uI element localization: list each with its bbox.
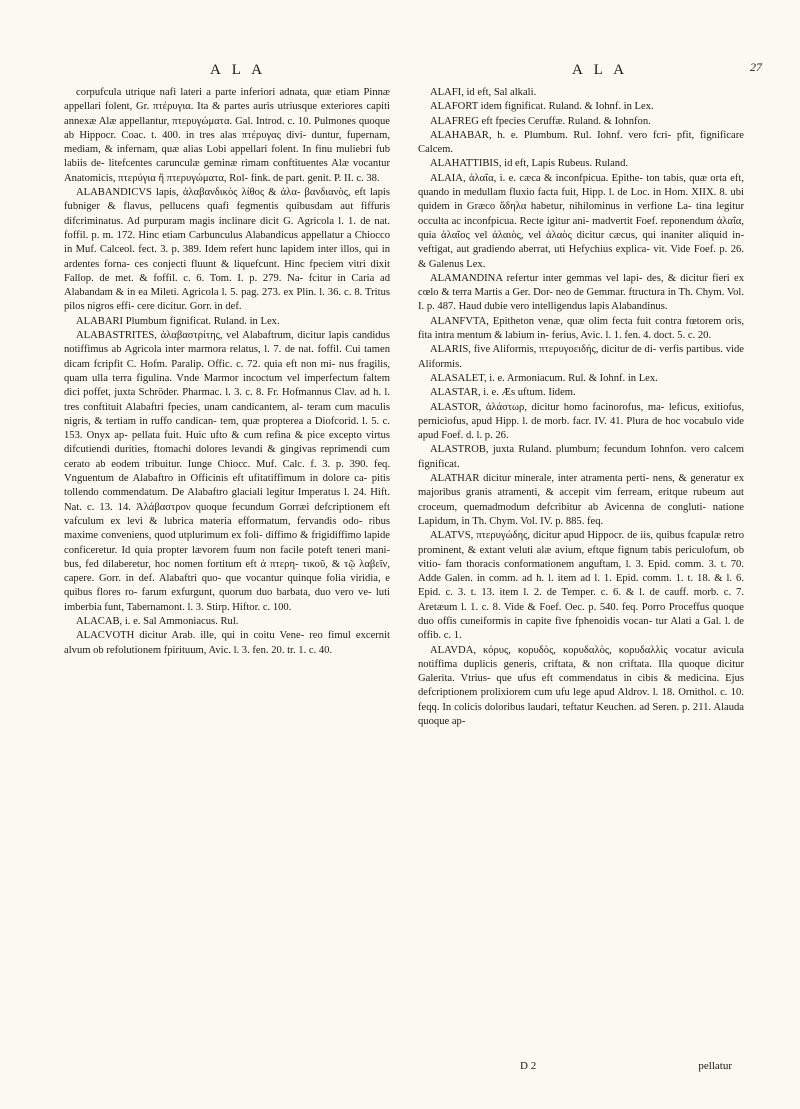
entry-paragraph: ALASTOR, ἀλάστωρ, dicitur homo facinorofus, ma- leficus, exitiofus, perniciofus, apud Hipp. l. de morb. facr. IV. 41. Plura de hoc vocabulo vide apud Foef. d. l. p. 26. <box>418 401 744 442</box>
entry-paragraph: ALAFREG eft fpecies Ceruffæ. Ruland. & Iohnfon. <box>430 115 651 127</box>
catchword: pellatur <box>698 1060 732 1072</box>
entry-paragraph: ALANFVTA, Epitheton venæ, quæ olim fecta fuit contra fœtorem oris, fita intra mentum & labium in- ferius, Avic. l. 1. fen. 4. doct. 5. c. 20. <box>418 315 744 342</box>
page-footer <box>520 1060 732 1072</box>
entry-paragraph: ALAFI, id eft, Sal alkali. <box>430 87 537 98</box>
entry-paragraph: ALASTAR, i. e. Æs uftum. Iidem. <box>430 387 576 399</box>
entry-paragraph: ALAHATTIBIS, id eft, Lapis Rubeus. Ruland. <box>430 158 629 170</box>
entry-paragraph: ALAMANDINA refertur inter gemmas vel lapi- des, & dicitur fieri ex cœlo & terra Martis a Ger. Dor- neo de Gemmar. ftructura in Th. Chym. Vol. I. p. 487. Haud dubie vero intelligendus lapis Alabandinus. <box>418 272 744 313</box>
entry-paragraph: ALABASTRITES, ἀλαβαστρίτης, vel Alabaftrum, dicitur lapis candidus notiffimus ab Agricola inter marmora relatus, l. 7. de nat. foffil. Cui tamen dicam fcripfit C. Hofm. Paralip. Offic. c. 72. quia eft non mi- nus fragilis, quam ulla terra figulina. Vnde Marmor incoctum vel imperfectum faltem dici poffet, juxta Schröder. Pharmac. l. 3. c. 8. Fr. Hofmannus Clav. ad h. l. tres conftituit Alabaftri fpecies, unam candicantem, al- teram cum maculis nigris, & tertiam in ruffo candican- tem, quæ propterea a Diofcorid. l. 5. c. 153. Onyx ap- pellata fuit. Huic ufto & cum refina & pice excepto virtus difcutiendi durities, ftomachi dolores levandi & gingivas reprimendi cum cerato ab eodem tribuitur. Iunge Chiocc. Muf. Calc. f. 3. p. 390. feq. Vnguentum de Alabaftro in Officinis eft ufitatiffimum in dolore ca- pitis tollendo commendatum. De Alabaftro glaciali legitur Imperatus l. 24. Hift. Nat. c. 13. 14. Ἀλάβαστρον quoque fecundum Gorræi defcriptionem eft vafculum ex levi & lubrica materia efformatum, fervandis odo- ribus maxime conveniens, quod utplurimum ex foli- diffimo & frigidiffimo lapide conficeretur. Id quia propter lævorem fuum non facile poteft teneri mani- bus, fed dilaberetur, hoc nomen fortitum eft ἀ πτερη- τικοῦ, & τῷ λαβεῖν, capere. Gorr. in def. Alabaftri quo- que vocantur quinque folia viridia, e quibus flores ro- farum exfurgunt, quorum duo barbata, duo vero ve- luti imberbia funt, Tabernamont. l. 3. Stirp. Hiftor. c. 100. <box>64 330 390 613</box>
entry-paragraph: ALAVDA, κόρυς, κορυδὸς, κορυδαλὸς, κορυδαλλὶς vocatur avicula notiffima duplicis generis, criftata, & non criftata. Illa quoque dicitur Galerita. Vtrius- que ufus eft commendatus in cibis & medicina. Ejus defcriptionem prolixiorem cum ufu lege apud Aldrov. l. 18. Ornithol. c. 10. feqq. In colicis doloribus laudari, teftatur Keuchen. ad Seren. p. 211. Alauda quoque ap- <box>418 644 744 728</box>
entry-paragraph: corpufcula utrique nafi lateri a parte inferiori adnata, quæ etiam Pinnæ appellari folent, Gr. πτέρυγια. Ita & partes auris utriusque exteriores capiti annexæ Alæ appellantur, πτερυγώματα. Gal. Introd. c. 10. Pulmones quoque ab Hippocr. Coac. t. 400. in tres alas πτέρυγας divi- duntur, fupernam, mediam, & infernam, quæ alias Lobi appellari folent. In finu muliebri fub labiis de- litefcentes carunculæ geminæ rimam conftituentes Alæ vocantur Anatomicis, πτερύγια ἢ πτερυγώματα, Rol- fink. de part. genit. P. II. c. 38. <box>64 87 390 184</box>
page-number: 27 <box>750 60 762 74</box>
entry-paragraph: ALABARI Plumbum fignificat. Ruland. in Lex. <box>76 315 280 327</box>
entry-paragraph: ALACVOTH dicitur Arab. ille, qui in coitu Vene- reo fimul excernit alvum ob refolutionem fpirituum, Avic. l. 3. fen. 20. tr. 1. c. 40. <box>64 630 390 656</box>
entry-paragraph: ALARIS, five Aliformis, πτερυγοειδής, dicitur de di- verfis partibus. vide Aliformis. <box>418 344 744 370</box>
running-head-left: A L A <box>210 62 267 78</box>
right-column <box>418 86 744 729</box>
left-column <box>64 86 390 658</box>
running-head-right: A L A <box>572 62 629 78</box>
entry-paragraph: ALAFORT idem fignificat. Ruland. & Iohnf. in Lex. <box>430 101 654 113</box>
entry-paragraph: ALABANDICVS lapis, ἀλαβανδικὸς λίθος & ἀλα- βανδιανὸς, eft lapis fubniger & flavus, pellucens quafi fegmentis quibusdam aut fiffuris difcriminatus. Ad purpuram magis inclinare dicit G. Agricola l. 1. de nat. foffil. p. m. 172. Hinc etiam Carbunculus Alabandicus appellatur a Chiocco in Muf. Calceol. fect. 3. p. 389. Idem refert hunc lapidem inter illos, qui in ardentes forna- ces conjecti fluunt & liquefcunt. Hinc fpeciem vitri dixit Fallop. de met. & foffil. c. 6. Tom. I. p. 279. Na- fcitur in Caria ad Alabandam & in ea Mileti. Agricola l. 5. pag. 273. ex Plin. l. 36. c. 8. Tritus pilos nigros effi- cere dicitur. Gorr. in def. <box>64 187 390 313</box>
entry-paragraph: ALATHAR dicitur minerale, inter atramenta perti- nens, & generatur ex majoribus granis atramenti, & accepit vim ferream, eritque rubeum aut croceum, quemadmodum defcribitur ab Avicenna de congluti- natione Lapidum, in Th. Chym. Vol. IV. p. 885. feq. <box>418 473 744 527</box>
entry-paragraph: ALAIA, ἀλαΐα, i. e. cæca & inconfpicua. Epithe- ton tabis, quæ orta eft, quando in medullam fluxio facta fuit, Hipp. l. de Loc. in Hom. XIIX. 8. ubi quidem in Græco ἄδηλα habetur, nihilominus in verfione La- tina legitur occulta ac inconfpicua. Recte igitur ani- madvertit Foef. reponendum ἀλαΐα, quia ἀλαΐος vel ἀλαιὸς, vel ἀλαὸς dicitur cæcus, qui inaniter aliquid in- veftigat, aut gradiendo aberrat, uti Hefychius explica- vit. Vide Foef. p. 26. & Galenus Lex. <box>418 172 744 270</box>
entry-paragraph: ALACAB, i. e. Sal Ammoniacus. Rul. <box>76 615 239 627</box>
signature-mark: D 2 <box>520 1060 537 1072</box>
entry-paragraph: ALASTROB, juxta Ruland. plumbum; fecundum Iohnfon. vero calcem fignificat. <box>418 444 744 470</box>
entry-paragraph: ALATVS, πτερυγώδης, dicitur apud Hippocr. de iis, quibus fcapulæ retro prominent, & extant veluti alæ avium, eftque fignum tabis periculofum, ob vitio- fam thoracis conformationem anguftam, l. 3. Epid. comm. 3. t. 70. Adde Galen. in comm. ad h. l. item ad l. 1. Epid. comm. 1. t. 18. & l. 6. Epid. c. 3. t. 13. item l. 2. de Temper. c. 6. & l. de cauff. morb. c. 7. Aretæum l. 1. c. 8. Vide & Foef. Oec. p. 540. feq. Porro Proceffus quoque duo offis cuneiformis in capite five fphenoidis vocan- tur Alati a Gal. l. de offib. c. 1. <box>418 530 744 642</box>
entry-paragraph: ALASALET, i. e. Armoniacum. Rul. & Iohnf. in Lex. <box>430 372 658 384</box>
entry-paragraph: ALAHABAR, h. e. Plumbum. Rul. Iohnf. vero fcri- pfit, fignificare Calcem. <box>418 129 744 156</box>
